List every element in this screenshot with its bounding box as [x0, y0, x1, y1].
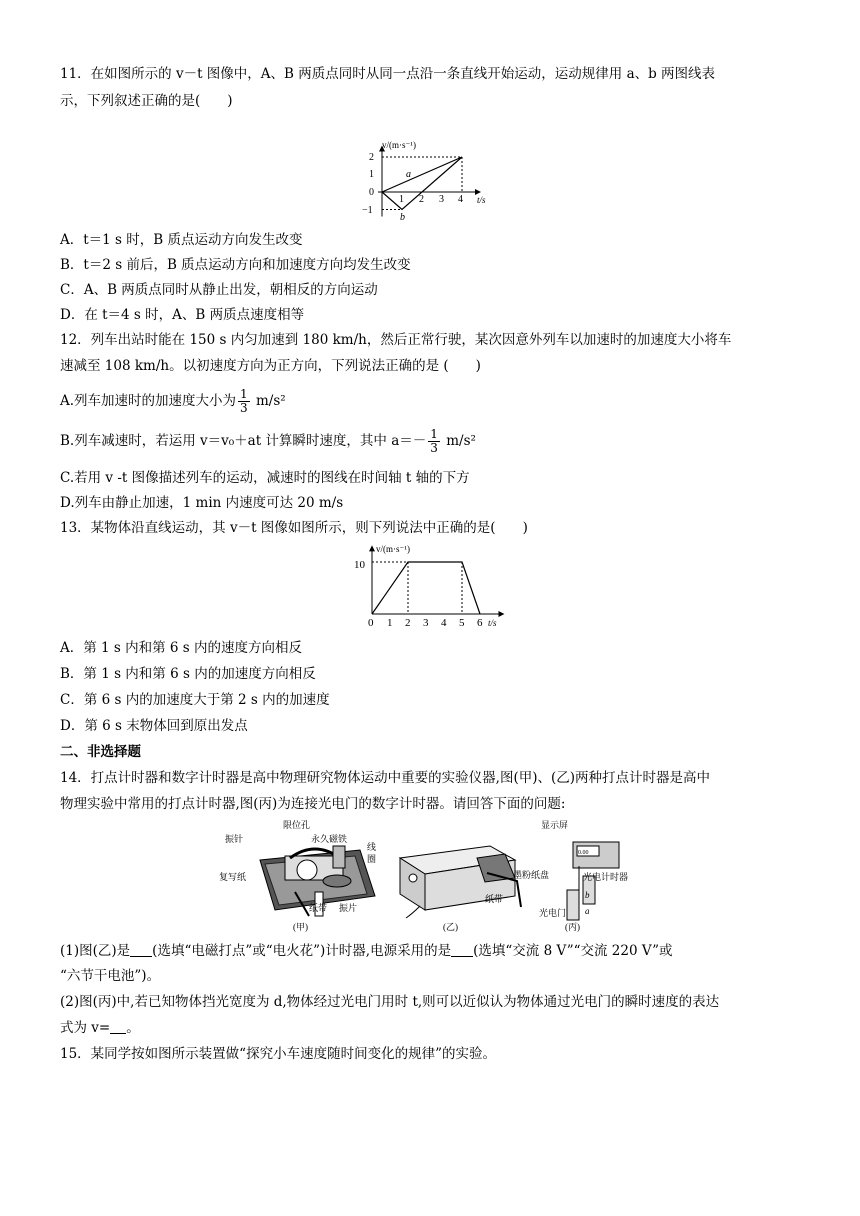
q14-part1-line2: “六节干电池”)。 [60, 968, 161, 984]
q11-ylabel: v/(m·s⁻¹) [382, 140, 416, 150]
q11-ytick-2: 2 [369, 152, 374, 163]
q14-p2-text-c: 。 [126, 1020, 140, 1036]
q14-part1 [60, 941, 673, 961]
jia-label-xian: 线 [367, 842, 377, 852]
q14-p2-text-b: 式为 v= [60, 1020, 111, 1036]
q12-option-d: D.列车由静止加速，1 min 内速度可达 20 m/s [60, 495, 344, 511]
q12-b-numerator: 1 [430, 427, 438, 441]
q11-stem-line2: 示，下列叙述正确的是( ) [60, 93, 233, 109]
q13-xtick-6: 6 [477, 617, 483, 629]
figure-jia [219, 819, 376, 932]
q14-p1-text-c: (选填“交流 8 V”“交流 220 V”或 [473, 943, 673, 959]
q11-series-a [382, 157, 462, 192]
q11-ytick-1: 1 [369, 169, 374, 180]
q11-xtick-4: 4 [458, 194, 463, 205]
q13-option-a: A．第 1 s 内和第 6 s 内的速度方向相反 [60, 640, 303, 656]
jia-label-zhidai: 纸带 [309, 903, 328, 913]
q13-stem: 13．某物体沿直线运动，其 v－t 图像如图所示，则下列说法中正确的是( ) [60, 520, 528, 536]
q14-stem-line2: 物理实验中常用的打点计时器,图(丙)为连接光电门的数字计时器。请回答下面的问题: [60, 796, 566, 812]
section-heading: 二、非选择题 [60, 744, 141, 760]
q11-vt-graph [360, 136, 500, 226]
q13-xtick-1: 1 [387, 617, 393, 629]
q12-option-b-unit: m/s² [446, 433, 476, 449]
q14-p2-blank[interactable] [110, 1019, 126, 1034]
q14-p1-text-b: (选填“电磁打点”或“电火花”)计时器,电源采用的是 [152, 943, 452, 959]
q11-option-c: C．A、B 两质点同时从静止出发，朝相反的方向运动 [60, 282, 378, 298]
q14-part2-line1: (2)图(丙)中,若已知物体挡光宽度为 d,物体经过光电门用时 t,则可以近似认为物体通过光电门的瞬时速度的表达 [60, 994, 720, 1010]
q12-a-numerator: 1 [240, 387, 248, 401]
q11-xlabel: t/s [477, 195, 486, 205]
q12-option-a-text: A.列车加速时的加速度大小为 [60, 393, 237, 409]
q12-option-b [60, 426, 476, 456]
q13-xlabel: t/s [488, 618, 497, 628]
jia-label-xianweikong: 限位孔 [283, 820, 311, 830]
figure-yi [400, 846, 549, 932]
figure-bing [539, 820, 628, 932]
bing-label-b: b [585, 890, 590, 900]
jia-label-quan: 圈 [367, 854, 377, 864]
yi-label-zhidai: 纸带 [485, 894, 504, 904]
q13-xtick-5: 5 [459, 617, 465, 629]
jia-label-zhenzhen: 振针 [225, 834, 244, 844]
q11-option-a: A．t＝1 s 时，B 质点运动方向发生改变 [60, 232, 303, 248]
bing-label-a: a [585, 906, 590, 916]
bing-caption: (丙) [565, 922, 580, 932]
jia-caption: (甲) [293, 922, 308, 932]
jia-label-fuxiezhi: 复写纸 [219, 872, 247, 882]
q13-vt-graph [350, 540, 510, 632]
q11-option-d: D．在 t＝4 s 时，A、B 两质点速度相等 [60, 307, 305, 323]
q14-p1-text-a: (1)图(乙)是 [60, 943, 131, 959]
q12-option-a-fraction [238, 388, 250, 415]
q13-xtick-2: 2 [405, 617, 411, 629]
q12-b-denominator: 3 [430, 441, 438, 455]
bing-label-reading: 0.00 [578, 850, 589, 856]
q14-timer-figure [215, 818, 645, 936]
q12-option-a-unit: m/s² [255, 393, 286, 409]
jia-label-zhenpian: 振片 [339, 903, 358, 913]
q13-xtick-4: 4 [441, 617, 447, 629]
q13-option-d: D．第 6 s 末物体回到原出发点 [60, 718, 248, 734]
q11-ytick-neg1: −1 [362, 205, 373, 216]
yi-label-mofen: 墨粉纸盘 [513, 870, 550, 880]
q11-stem-line1: 11．在如图所示的 v－t 图像中，A、B 两质点同时从同一点沿一条直线开始运动，运动规律用 a、b 两图线表 [60, 66, 716, 82]
q12-option-b-text: B.列车减速时，若运用 v＝v₀＋at 计算瞬时速度，其中 a＝－ [60, 433, 427, 449]
q13-xtick-3: 3 [423, 617, 429, 629]
q13-xtick-0: 0 [368, 617, 374, 629]
yi-caption: (乙) [443, 922, 458, 932]
q12-option-c: C.若用 v -t 图像描述列车的运动，减速时的图线在时间轴 t 轴的下方 [60, 470, 470, 486]
q11-xtick-3: 3 [439, 194, 444, 205]
q11-xtick-2: 2 [419, 194, 424, 205]
bing-label-guangdianmen: 光电门 [539, 908, 567, 918]
q13-option-b: B．第 1 s 内和第 6 s 内的加速度方向相反 [60, 666, 316, 682]
q13-series-line [372, 562, 480, 614]
bing-label-xianshiping: 显示屏 [541, 820, 569, 830]
q12-option-a [60, 386, 286, 416]
bing-label-jishiqi: 光电计时器 [583, 872, 629, 882]
q11-xtick-1: 1 [399, 194, 404, 205]
q11-label-a: a [406, 169, 411, 180]
q13-ylabel: v/(m·s⁻¹) [376, 544, 410, 554]
q11-ytick-0: 0 [369, 187, 374, 198]
q14-stem-line1: 14．打点计时器和数字计时器是高中物理研究物体运动中重要的实验仪器,图(甲)、(乙)两种打点计时器是高中 [60, 770, 711, 786]
q11-option-b: B．t＝2 s 前后，B 质点运动方向和加速度方向均发生改变 [60, 257, 411, 273]
q11-label-b: b [400, 212, 405, 223]
q13-option-c: C．第 6 s 内的加速度大于第 2 s 内的加速度 [60, 692, 330, 708]
q15-stem: 15．某同学按如图所示装置做“探究小车速度随时间变化的规律”的实验。 [60, 1046, 496, 1062]
q13-ytick-10: 10 [354, 559, 365, 571]
q14-p1-blank-2[interactable] [451, 942, 473, 957]
jia-label-citie: 永久磁铁 [311, 834, 348, 844]
q12-stem-line1: 12．列车出站时能在 150 s 内匀加速到 180 km/h，然后正常行驶，某次因意外列车以加速时的加速度大小将车 [60, 332, 732, 348]
q12-a-denominator: 3 [240, 401, 248, 415]
q12-option-b-fraction [428, 428, 440, 455]
q14-part2-line2 [60, 1018, 140, 1038]
q14-p1-blank-1[interactable] [130, 942, 152, 957]
q12-stem-line2: 速减至 108 km/h。以初速度方向为正方向，下列说法正确的是 ( ) [60, 358, 481, 374]
